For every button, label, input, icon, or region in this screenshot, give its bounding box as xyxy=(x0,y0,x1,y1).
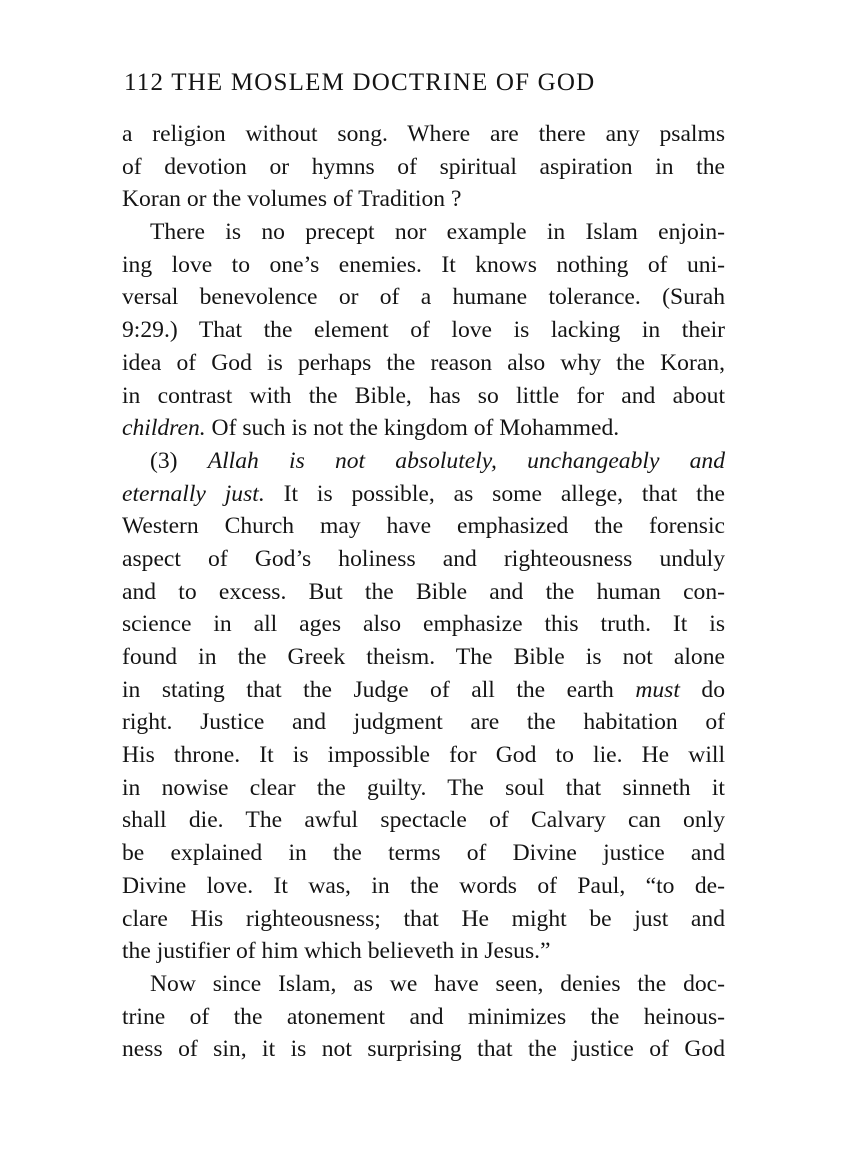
text-line: Now since Islam, as we have seen, denies the doc- xyxy=(150,970,725,997)
italic-text: must xyxy=(635,676,680,703)
text-line: in nowise clear the guilty. The soul that sinneth it xyxy=(122,774,725,801)
text-line: be explained in the terms of Divine justice and xyxy=(122,840,725,867)
text-line: found in the Greek theism. The Bible is not alone xyxy=(122,644,725,670)
text-segment: (3) xyxy=(150,447,208,474)
text-line xyxy=(122,478,725,511)
text-segment: Of such is not the kingdom of Mohammed. xyxy=(205,415,620,442)
text-line xyxy=(122,445,725,478)
text-line: versal benevolence or of a humane tolerance. (Surah xyxy=(122,284,725,311)
text-line: There is no precept nor example in Islam enjoin- xyxy=(150,219,725,246)
text-line: ness of sin, it is not surprising that the justice of God xyxy=(122,1036,725,1063)
running-title: THE MOSLEM DOCTRINE OF GOD xyxy=(171,69,596,96)
text-line: trine of the atonement and minimizes the heinous- xyxy=(122,1003,725,1030)
text-line: Koran or the volumes of Tradition ? xyxy=(122,186,462,213)
italic-text: children. xyxy=(122,415,206,442)
text-line: the justifier of him which believeth in Jesus.” xyxy=(122,938,551,965)
text-line: Western Church may have emphasized the forensic xyxy=(122,513,725,540)
text-line: a religion without song. Where are there any psalms xyxy=(122,121,725,147)
text-line: and to excess. But the Bible and the human con- xyxy=(122,578,725,605)
text-segment: do xyxy=(679,676,725,703)
text-line xyxy=(122,674,725,707)
text-line: His throne. It is impossible for God to lie. He will xyxy=(122,742,725,769)
text-line: right. Justice and judgment are the habitation of xyxy=(122,709,725,736)
text-segment: It is possible, as some allege, that the xyxy=(264,480,726,507)
text-line: ing love to one’s enemies. It knows nothing of uni- xyxy=(122,251,725,278)
text-line xyxy=(122,412,725,445)
italic-text: eternally just. xyxy=(122,480,265,507)
text-line: in contrast with the Bible, has so little for and about xyxy=(122,382,725,409)
text-line: idea of God is perhaps the reason also why the Koran, xyxy=(122,349,725,376)
running-header xyxy=(124,69,595,97)
text-line: science in all ages also emphasize this truth. It is xyxy=(122,611,725,638)
text-line: shall die. The awful spectacle of Calvary can only xyxy=(122,807,725,834)
text-line: clare His righteousness; that He might be just and xyxy=(122,905,725,932)
text-line: 9:29.) That the element of love is lacking in their xyxy=(122,317,725,344)
italic-text: Allah is not absolutely, unchangeably and xyxy=(207,447,725,474)
text-line: aspect of God’s holiness and righteousness unduly xyxy=(122,545,725,572)
page-body xyxy=(122,118,725,1066)
text-line: Divine love. It was, in the words of Paul, “to de- xyxy=(122,872,725,899)
page-number: 112 xyxy=(124,69,165,96)
text-line: of devotion or hymns of spiritual aspiration in the xyxy=(122,153,725,180)
text-segment: in stating that the Judge of all the earth xyxy=(122,676,636,703)
